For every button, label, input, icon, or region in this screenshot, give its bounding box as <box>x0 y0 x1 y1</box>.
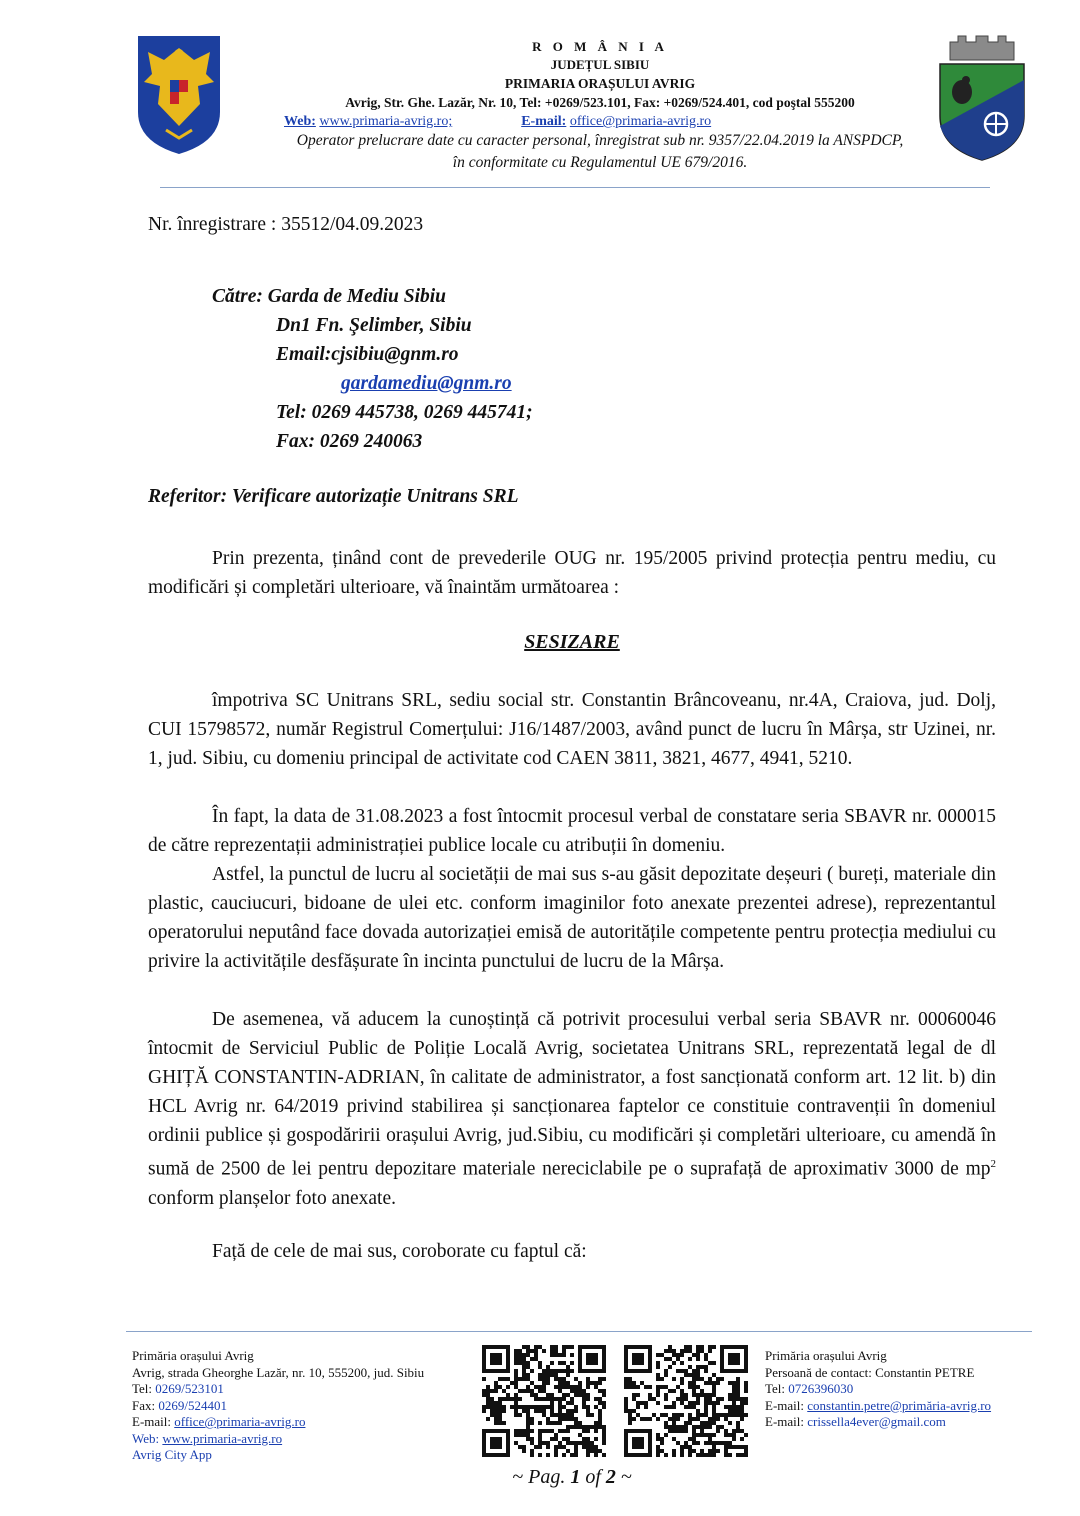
header-country: R O M Â N I A <box>532 39 668 54</box>
recipient-line-1: Către: Garda de Mediu Sibiu <box>212 286 447 307</box>
paragraph-4-tail: conform planșelor foto anexate. <box>148 1187 396 1209</box>
footer-left-fax: 0269/524401 <box>158 1397 227 1413</box>
recipient-line-5: Tel: 0269 445738, 0269 445741; <box>276 402 533 423</box>
footer-left-address: Avrig, strada Gheorghe Lazăr, nr. 10, 555200, jud. Sibiu <box>132 1364 425 1380</box>
intro-paragraph: Prin prezenta, ținând cont de prevederile OUG nr. 195/2005 privind protecția pentru mediu, cu modificări și completări ulterioare, vă înaintăm următoarea : <box>148 548 996 598</box>
recipient-line-2: Dn1 Fn. Şelimber, Sibiu <box>276 315 472 336</box>
footer-right-email-link[interactable]: constantin.petre@primăria-avrig.ro <box>807 1397 992 1413</box>
header-office: PRIMARIA ORAȘULUI AVRIG <box>504 76 696 91</box>
footer-left-tel-label: Tel: <box>132 1381 153 1396</box>
footer-right-tel: 0726396030 <box>788 1381 854 1396</box>
header-email-label: E-mail: <box>521 114 567 129</box>
footer-right-email2: crissella4ever@gmail.com <box>807 1414 946 1429</box>
header-links <box>284 114 884 130</box>
paragraph-4 <box>148 1005 996 1213</box>
footer-left-app: Avrig City App <box>132 1447 212 1462</box>
footer-left-email-label: E-mail: <box>132 1414 171 1429</box>
recipient-line-6: Fax: 0269 240063 <box>276 431 423 452</box>
footer-right-contact: Persoană de contact: Constantin PETRE <box>765 1364 975 1380</box>
page-suffix: ~ <box>615 1466 632 1488</box>
header-web-link[interactable]: www.primaria-avrig.ro; <box>319 114 453 129</box>
footer-left-web-label: Web: <box>132 1430 160 1446</box>
footer-right-tel-label: Tel: <box>765 1381 786 1396</box>
footer-left-email-link[interactable]: office@primaria-avrig.ro <box>174 1414 306 1429</box>
subject-line: Referitor: Verificare autorizație Unitrans SRL <box>148 486 519 507</box>
header-web-label: Web: <box>284 114 316 129</box>
footer-left-name: Primăria orașului Avrig <box>132 1348 254 1363</box>
paragraph-4-main: De asemenea, vă aducem la cunoștință că potrivit procesului verbal seria SBAVR nr. 00060046 întocmit de Serviciul Public de Poliție Locală Avrig, societatea Unitrans SRL, reprezentată legal de dl GHIȚĂ CONSTANTIN-ADRIAN, în calitate de administrator, a fost sancționată conform art. 12 lit. b) din HCL Avrig nr. 64/2019 privind stabilirea și sancționarea faptelor ce constituie contravenții în domeniul ordinii publice și gospodăririi orașului Avrig, jud.Sibiu, cu modificări și completări ulterioare, cu amendă în sumă de 2500 de lei pentru depozitare materiale nereciclabile pe o suprafață de aproximativ 3000 de mp <box>148 1009 996 1180</box>
header-gdpr-line1: Operator prelucrare date cu caracter personal, înregistrat sub nr. 9357/22.04.2019 la ANSPDCP, <box>296 132 904 149</box>
recipient-line-3: Email:cjsibiu@gnm.ro <box>276 344 459 365</box>
qr-code-icon[interactable] <box>624 1345 748 1457</box>
footer-right-email2-label: E-mail: <box>765 1414 804 1429</box>
page-prefix: ~ Pag. <box>512 1466 571 1488</box>
registration-number: Nr. înregistrare : 35512/04.09.2023 <box>148 214 424 235</box>
footer-right-block <box>765 1348 991 1431</box>
page-of: of <box>580 1466 606 1488</box>
paragraph-1: împotriva SC Unitrans SRL, sediu social str. Constantin Brâncoveanu, nr.4A, Craiova, jud. Dolj, CUI 15798572, număr Registrul Comerțului: J16/1487/2003, având punct de lucru în Mârșa, str Uzinei, nr. 1, jud. Sibiu, cu domeniu principal de activitate cod CAEN 3811, 3821, 4677, 4941, 5210. <box>148 690 996 769</box>
paragraph-5: Față de cele de mai sus, coroborate cu faptul că: <box>212 1241 587 1262</box>
footer-right-name: Primăria orașului Avrig <box>765 1348 887 1363</box>
header-address: Avrig, Str. Ghe. Lazăr, Nr. 10, Tel: +0269/523.101, Fax: +0269/524.401, cod poştal 555200 <box>345 95 855 110</box>
header-county: JUDEȚUL SIBIU <box>550 57 650 72</box>
paragraph-3: Astfel, la punctul de lucru al societății de mai sus s-au găsit depozitate deșeuri ( bureți, materiale din plastic, cauciucuri, bidoane de ulei etc. conform imaginilor foto anexate prezentei adrese), reprezentantul operatorului neputând face dovada autorizației emisă de autoritățile competente pentru protecția mediului cu privire la activitățile desfășurate în incinta punctului de lucru de la Mârșa. <box>148 864 996 972</box>
footer-divider <box>126 1331 1032 1332</box>
footer-left-fax-label: Fax: <box>132 1397 156 1413</box>
header-email-link[interactable]: office@primaria-avrig.ro <box>569 114 712 129</box>
footer-right-email-label: E-mail: <box>765 1397 804 1413</box>
document-title: SESIZARE <box>524 631 620 653</box>
header-gdpr-line2: în conformitate cu Regulamentul UE 679/2016. <box>452 154 748 171</box>
page-total: 2 <box>605 1466 616 1488</box>
footer-left-web-link[interactable]: www.primaria-avrig.ro <box>162 1430 283 1446</box>
paragraph-4-superscript: 2 <box>990 1158 996 1170</box>
page-current: 1 <box>570 1466 581 1488</box>
qr-code-icon[interactable] <box>482 1345 606 1457</box>
footer-left-tel: 0269/523101 <box>155 1381 224 1396</box>
paragraph-2: În fapt, la data de 31.08.2023 a fost întocmit procesul verbal de constatare seria SBAVR nr. 000015 de către reprezentații administrației publice locale cu atribuții în domeniu. <box>148 806 996 856</box>
footer-left-block <box>132 1348 424 1464</box>
page-number <box>148 1466 996 1489</box>
recipient-email-link[interactable]: gardamediu@gnm.ro <box>341 373 512 394</box>
header-divider <box>160 187 990 188</box>
